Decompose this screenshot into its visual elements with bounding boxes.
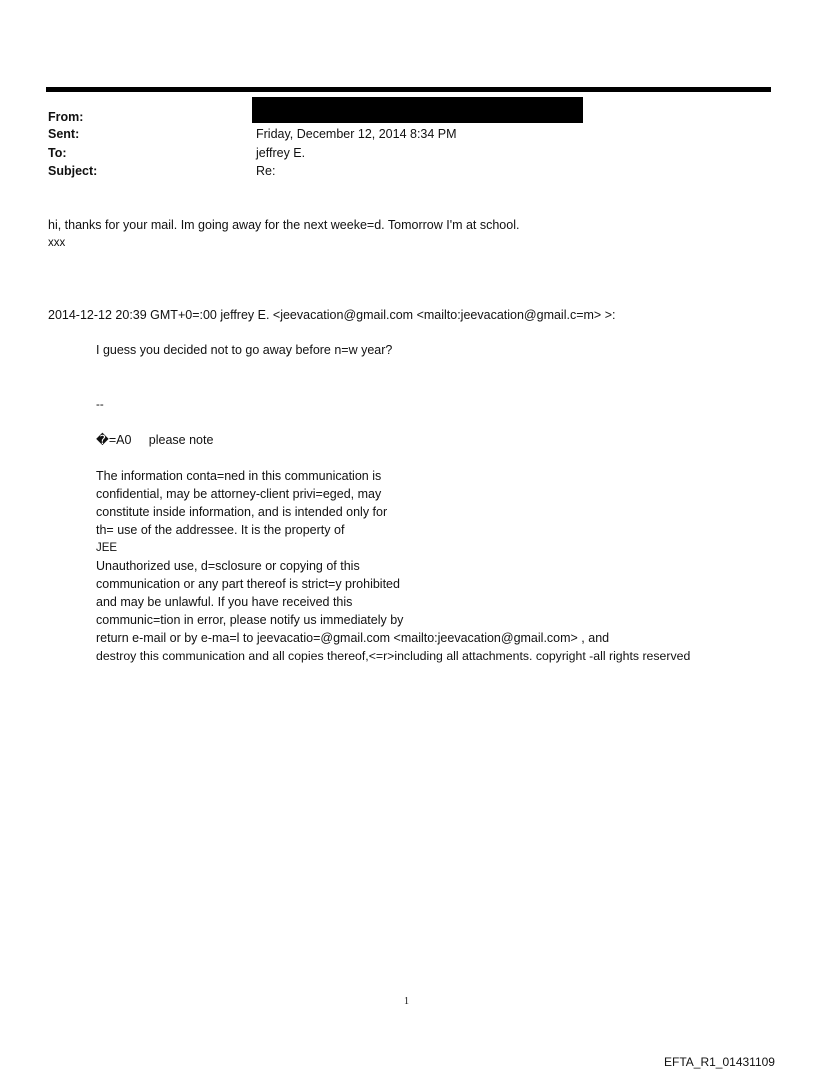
disclaimer-line: confidential, may be attorney-client privi=eged, may [96,487,382,501]
from-label: From: [48,110,84,124]
disclaimer-line: constitute inside information, and is intended only for [96,505,388,519]
body-line-2: xxx [48,237,66,249]
disclaimer-line: communication or any part thereof is strict=y prohibited [96,577,400,591]
sent-label: Sent: [48,127,80,141]
bates-number: EFTA_R1_01431109 [664,1055,775,1069]
subject-label: Subject: [48,164,98,178]
signature-separator: -- [96,399,104,411]
subject-value: Re: [256,164,276,178]
page-number: 1 [404,996,409,1007]
disclaimer-line: JEE [96,542,118,554]
disclaimer-line: and may be unlawful. If you have received this [96,595,353,609]
disclaimer-line: destroy this communication and all copies thereof,<=r>including all attachments. copyright -all rights reserved [96,649,691,663]
note-line: �=A0 please note [96,433,214,447]
to-value: jeffrey E. [256,146,306,160]
disclaimer-line: The information conta=ned in this communication is [96,469,382,483]
to-label: To: [48,146,67,160]
disclaimer-line: Unauthorized use, d=sclosure or copying of this [96,559,360,573]
quote-attribution: 2014-12-12 20:39 GMT+0=:00 jeffrey E. <jeevacation@gmail.com <mailto:jeevacation@gmail.c=m> >: [48,308,616,322]
body-line-1: hi, thanks for your mail. Im going away for the next weeke=d. Tomorrow I'm at school. [48,218,520,232]
disclaimer-line: return e-mail or by e-ma=l to jeevacatio=@gmail.com <mailto:jeevacation@gmail.com> , and [96,631,610,645]
header-rule [46,87,771,92]
redaction-block [252,97,583,123]
sent-value: Friday, December 12, 2014 8:34 PM [256,127,457,141]
disclaimer-line: th= use of the addressee. It is the property of [96,523,345,537]
disclaimer-line: communic=tion in error, please notify us immediately by [96,613,404,627]
quoted-message: I guess you decided not to go away before n=w year? [96,343,393,357]
